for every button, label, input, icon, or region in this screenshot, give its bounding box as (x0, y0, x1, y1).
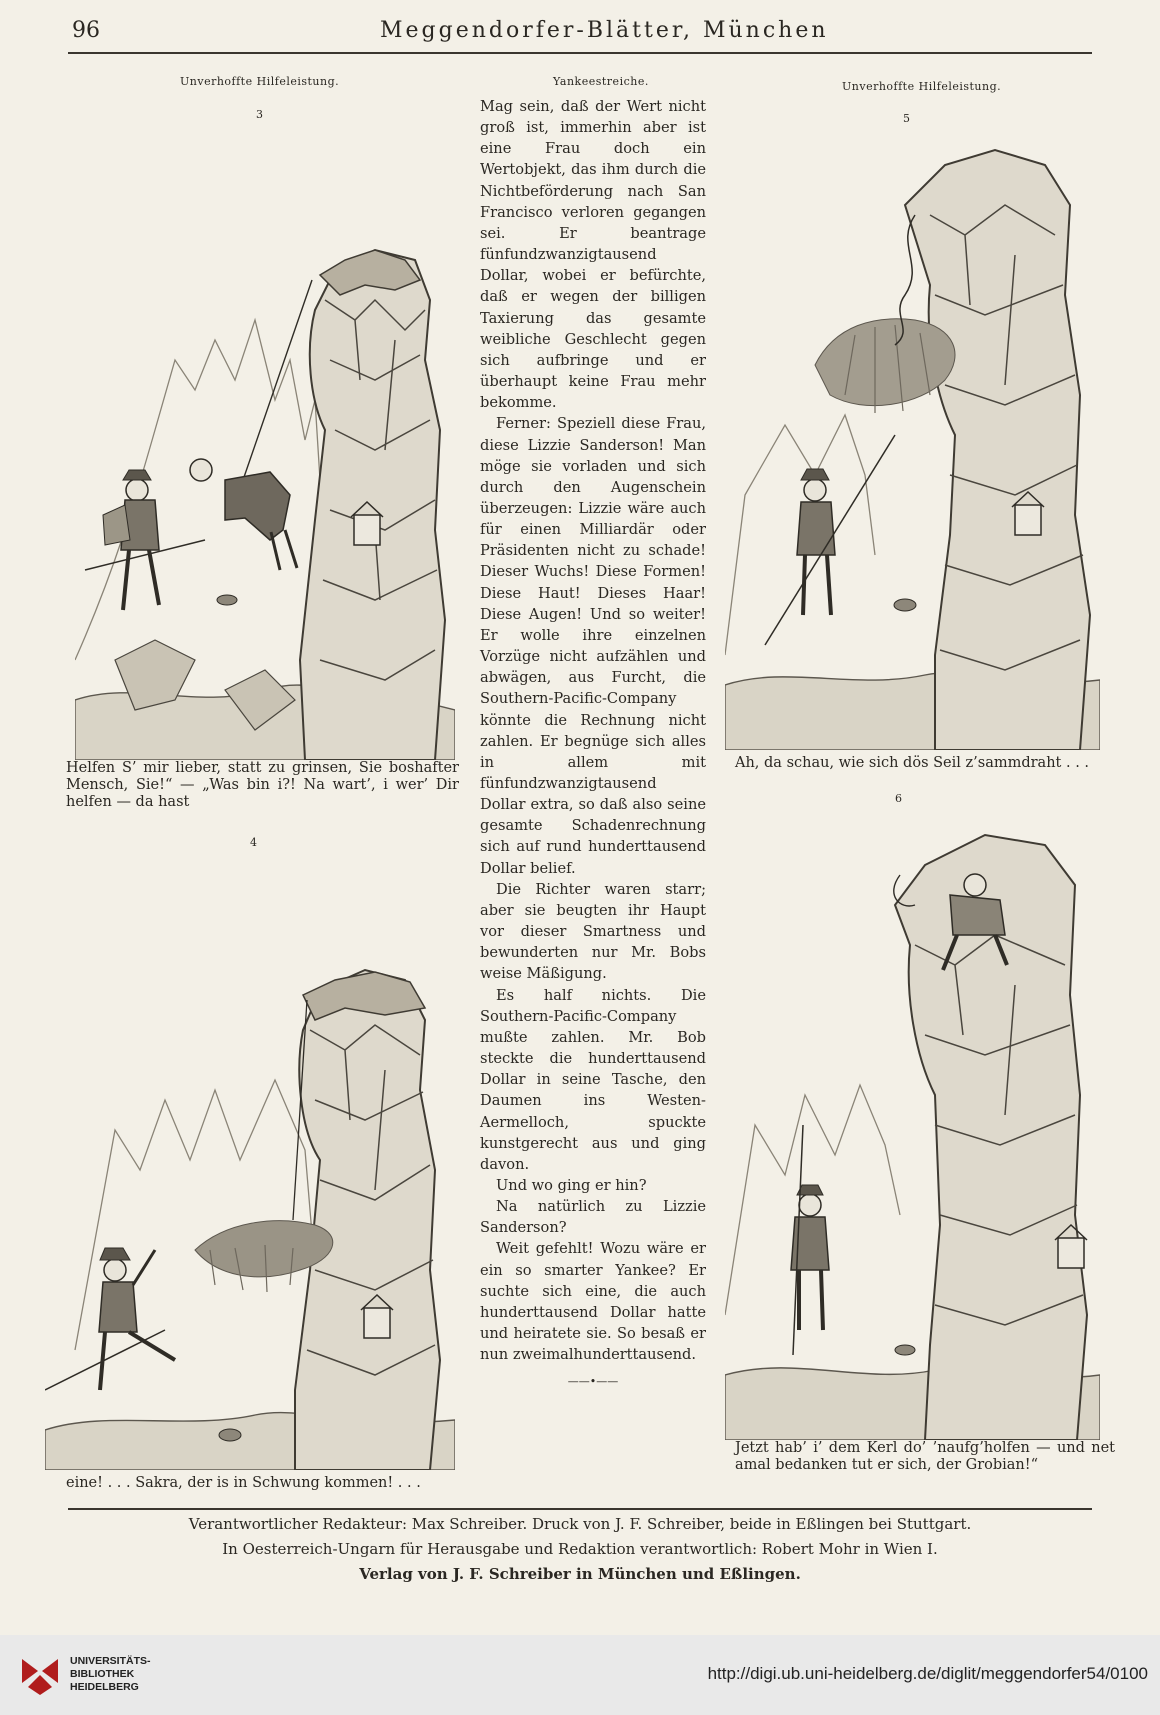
story-paragraph-2: Ferner: Speziell diese Frau, diese Lizzie Sanderson! Man möge sie vorladen und sich durch den Augenschein überzeugen: Lizzie wäre auch für einen Milliardär oder Präsidenten nicht zu schade! Dieser Wuchs! Diese Formen! Diese Haut! Dieses Haar! Diese Augen! Und so weiter! Er wolle ihre einzelnen Vorzüge nicht aufzählen und abwägen, aus Furcht, die Southern-Pacific-Company könnte die Rechnung nicht zahlen. Er begnüge sich alles in allem mit fünfundzwanzigtausend Dollar extra, so daß also seine gesamte Schadenrechnung sich auf rund hunderttausend Dollar belief. (480, 415, 706, 877)
header-rule (68, 52, 1092, 54)
caption-panel-5: Ah, da schau, wie sich dös Seil z’sammdraht . . . (735, 755, 1090, 771)
illustration-panel-6 (725, 795, 1100, 1440)
caption-panel-4: eine! . . . Sakra, der is in Schwung kommen! . . . (66, 1475, 421, 1491)
caption-right-title: Unverhoffte Hilfeleistung. (842, 80, 1002, 93)
caption-left-title: Unverhoffte Hilfeleistung. (180, 75, 340, 88)
footer-rule (68, 1508, 1092, 1510)
story-paragraph-5: Und wo ging er hin? (496, 1176, 647, 1194)
caption-panel-6: Jetzt hab’ i’ dem Kerl do’ ’naufg’holfen — und net amal bedanken tut er sich, der Grobian!“ (735, 1440, 1115, 1473)
story-paragraph-4: Es half nichts. Die Southern-Pacific-Company mußte zahlen. Mr. Bob steckte die hunderttausend Dollar in seine Tasche, den Daumen ins Westen-Aermelloch, spuckte kunstgerecht aus und ging davon. (480, 986, 706, 1173)
panel-3-number: 3 (256, 108, 263, 121)
illustration-panel-4 (45, 830, 455, 1470)
story-paragraph-1: Mag sein, daß der Wert nicht groß ist, immerhin aber ist eine Frau doch ein Wertobjekt, das ihm durch die Nichtbeförderung nach San Francisco verloren gegangen sei. Er beantrage fünfundzwanzigtausend Dollar, wobei er befürchte, daß er wegen der billigen Taxierung das gesamte weibliche Geschlecht gegen sich aufbringe und er überhaupt keine Frau mehr bekomme. (480, 98, 706, 412)
end-ornament: ——•—— (567, 1375, 619, 1389)
panel-4-drawing (45, 830, 455, 1470)
footer-line-1: Verantwortlicher Redakteur: Max Schreiber. Druck von J. F. Schreiber, beide in Eßlingen bei Stuttgart. (188, 1515, 972, 1533)
library-name: UNIVERSITÄTS- BIBLIOTHEK HEIDELBERG (70, 1655, 151, 1693)
panel-6-number: 6 (895, 792, 902, 805)
story-paragraph-7: Weit gefehlt! Wozu wäre er ein so smarter Yankee? Er suchte sich eine, die auch hunderttausend Dollar hatte und heiratete sie. So besaß er nun zweimalhunderttausend. (480, 1240, 706, 1364)
footer-line-2: In Oesterreich-Ungarn für Herausgabe und Redaktion verantwortlich: Robert Mohr in Wien I. (222, 1540, 938, 1558)
panel-4-number: 4 (250, 836, 257, 849)
caption-center-title: Yankeestreiche. (553, 75, 649, 88)
source-url-link[interactable]: http://digi.ub.uni-heidelberg.de/diglit/meggendorfer54/0100 (707, 1664, 1148, 1683)
story-paragraph-6: Na natürlich zu Lizzie Sanderson? (480, 1198, 706, 1237)
panel-3-drawing (75, 100, 455, 760)
illustration-panel-3 (75, 100, 455, 760)
magazine-title: Meggendorfer-Blätter, München (380, 18, 829, 43)
panel-5-number: 5 (903, 112, 910, 125)
panel-6-drawing (725, 795, 1100, 1440)
illustration-panel-5 (725, 95, 1100, 750)
story-paragraph-3: Die Richter waren starr; aber sie beugten ihr Haupt vor dieser Smartness und bewunderten nur Mr. Bobs weise Mäßigung. (480, 880, 706, 983)
story-column (480, 96, 706, 1393)
caption-panel-3: Helfen S’ mir lieber, statt zu grinsen, Sie boshafter Mensch, Sie!“ — „Was bin i?! Na wart’, i wer’ Dir helfen — da hast (66, 760, 459, 810)
page-number: 96 (72, 18, 100, 43)
library-logo-icon (18, 1653, 62, 1697)
footer-line-3: Verlag von J. F. Schreiber in München und Eßlingen. (359, 1565, 801, 1583)
panel-5-drawing (725, 95, 1100, 750)
